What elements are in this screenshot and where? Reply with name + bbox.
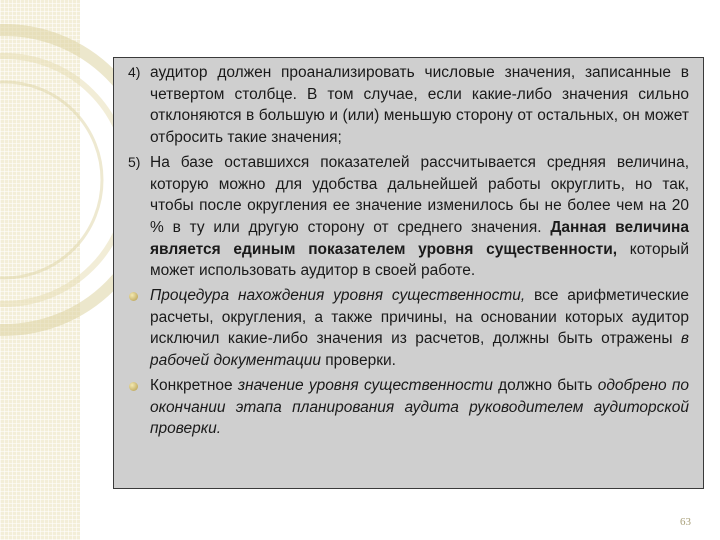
list-item-5	[128, 152, 689, 282]
bullet-icon	[129, 292, 138, 301]
item-bold-text: Данная величина является единым показателем уровня существенности,	[150, 218, 689, 258]
item-text: Конкретное	[150, 376, 238, 394]
list-marker: 5)	[128, 153, 141, 170]
item-text: должно быть	[492, 376, 598, 394]
bullet-item-procedure	[128, 285, 689, 372]
item-italic-text: значение уровня существенности	[237, 376, 493, 394]
list-marker: 4)	[128, 64, 141, 80]
slide-content-box	[113, 57, 704, 489]
item-italic-text: одобрено по окончании этапа планирования аудита руководителем аудиторской проверки.	[150, 376, 689, 438]
list-item-4	[128, 62, 689, 149]
page-number: 63	[680, 516, 691, 528]
item-italic-text: Процедура нахождения уровня существенности,	[150, 287, 526, 305]
bullet-item-approval	[128, 375, 689, 440]
item-text: проверки.	[320, 352, 396, 370]
item-text: На базе оставшихся показателей рассчитывается средняя величина, которую можно для удобства дальнейшей работы округлить, но так, чтобы после округления ее значение изменилось бы не более чем на 20 % в ту или другую сторону от среднего значения.	[150, 153, 689, 236]
item-text: аудитор должен проанализировать числовые значения, записанные в четвертом столбце. В том случае, если какие-либо значения сильно отклоняются в большую и (или) меньшую сторону от остальных, он может отбросить такие значения;	[150, 64, 689, 147]
item-text: который может использовать аудитор в своей работе.	[150, 240, 689, 280]
item-text: все арифметические расчеты, округления, а также причины, на основании которых аудитор исключил какие-либо значения из расчетов, должны быть отражены	[150, 287, 689, 348]
bullet-icon	[129, 382, 138, 391]
item-italic-text: в рабочей документации	[150, 330, 689, 370]
